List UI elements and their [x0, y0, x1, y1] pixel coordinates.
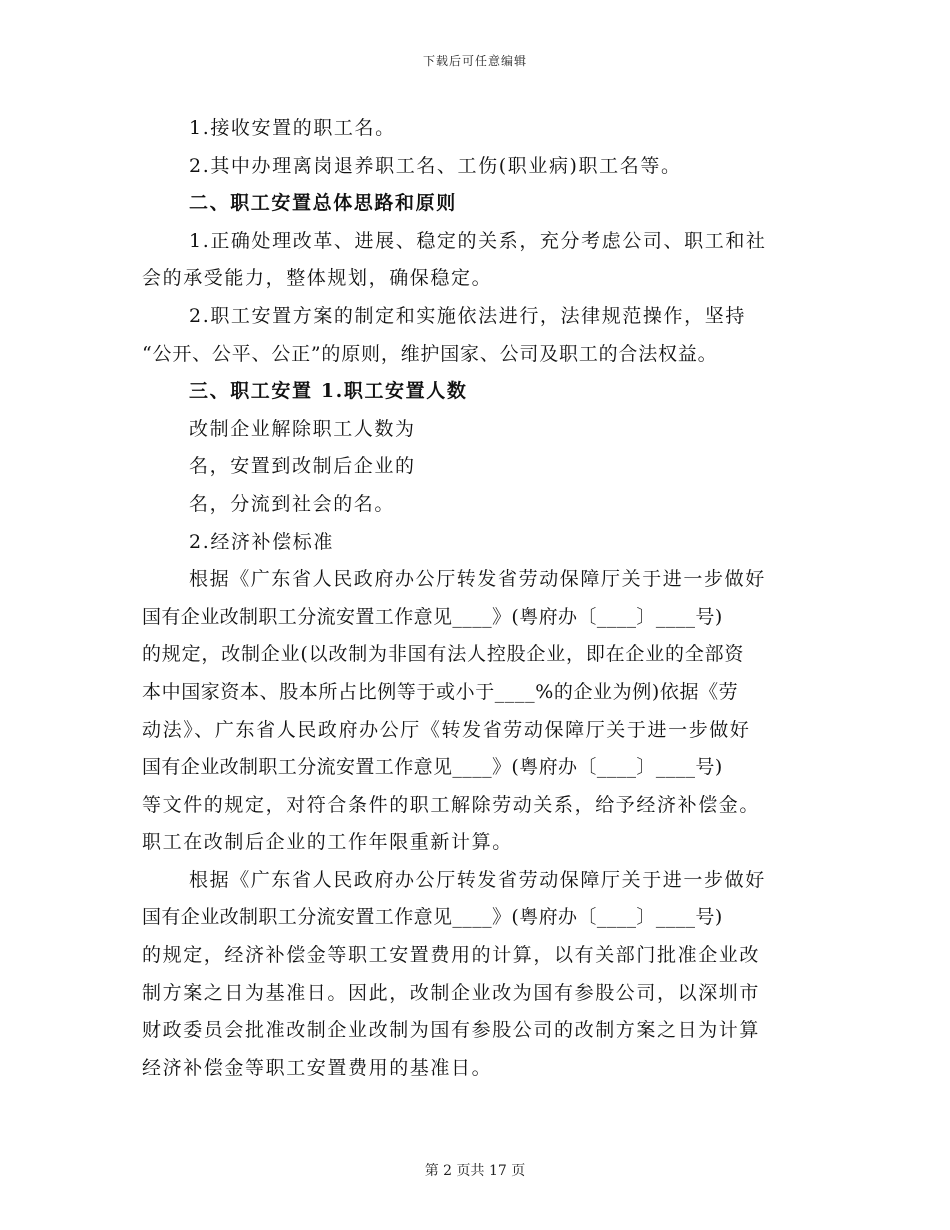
paragraph-line: 根据《广东省人民政府办公厅转发省劳动保障厅关于进一步做好 — [189, 868, 766, 891]
document-body — [142, 110, 802, 1087]
paragraph-line: 制方案之日为基准日。因此，改制企业改为国有参股公司，以深圳市 — [142, 981, 761, 1004]
paragraph-line: 根据《广东省人民政府办公厅转发省劳动保障厅关于进一步做好 — [189, 568, 766, 591]
paragraph-line: 改制企业解除职工人数为 — [189, 417, 416, 440]
paragraph-line: 名，分流到社会的名。 — [189, 492, 396, 515]
paragraph-line: 1.接收安置的职工名。 — [189, 117, 396, 139]
paragraph-line: 名，安置到改制后企业的 — [189, 455, 416, 478]
section-heading: 二、职工安置总体思路和原则 — [189, 192, 457, 215]
paragraph-line: “公开、公平、公正”的原则，维护国家、公司及职工的合法权益。 — [142, 342, 718, 365]
paragraph-line: 本中国家资本、股本所占比例等于或小于____%的企业为例)依据《劳 — [142, 680, 739, 703]
paragraph-line: 的规定，改制企业(以改制为非国有法人控股企业，即在企业的全部资 — [142, 643, 745, 666]
paragraph-line: 经济补偿金等职工安置费用的基准日。 — [142, 1056, 493, 1079]
paragraph-line: 财政委员会批准改制企业改制为国有参股公司的改制方案之日为计算 — [142, 1019, 761, 1042]
paragraph-line: 2.职工安置方案的制定和实施依法进行，法律规范操作，坚持 — [189, 304, 746, 327]
paragraph-line: 国有企业改制职工分流安置工作意见____》(粤府办〔____〕____号) — [142, 605, 723, 628]
page-header: 下载后可任意编辑 — [422, 54, 527, 68]
page-footer: 第 2 页共 17 页 — [424, 1163, 526, 1179]
paragraph-line: 职工在改制后企业的工作年限重新计算。 — [142, 831, 513, 854]
paragraph-line: 的规定，经济补偿金等职工安置费用的计算，以有关部门批准企业改 — [142, 944, 761, 967]
paragraph-line: 动法》、广东省人民政府办公厅《转发省劳动保障厅关于进一步做好 — [142, 718, 751, 741]
paragraph-line: 2.其中办理离岗退养职工名、工伤(职业病)职工名等。 — [189, 154, 682, 177]
paragraph-line: 1.正确处理改革、进展、稳定的关系，充分考虑公司、职工和社 — [189, 229, 767, 252]
paragraph-line: 等文件的规定，对符合条件的职工解除劳动关系，给予经济补偿金。 — [142, 793, 761, 816]
paragraph-line: 会的承受能力，整体规划，确保稳定。 — [142, 267, 493, 290]
subsection-heading: 2.经济补偿标准 — [189, 530, 334, 553]
paragraph-line: 国有企业改制职工分流安置工作意见____》(粤府办〔____〕____号) — [142, 906, 723, 929]
paragraph-line: 国有企业改制职工分流安置工作意见____》(粤府办〔____〕____号) — [142, 756, 723, 779]
section-heading: 三、职工安置 1.职工安置人数 — [189, 380, 468, 403]
